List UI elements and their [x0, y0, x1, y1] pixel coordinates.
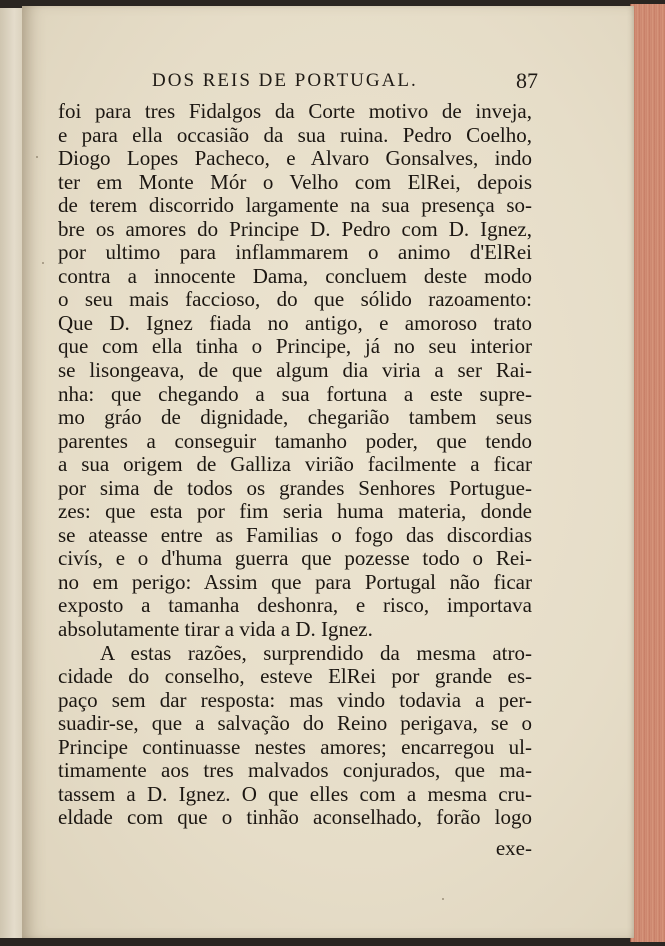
- catchword: exe-: [495, 836, 532, 860]
- text-line: tassem a D. Ignez. O que elles com a mesma cru-: [58, 781, 532, 806]
- text-line: parentes a conseguir tamanho poder, que tendo: [58, 428, 532, 453]
- text-line: foi para tres Fidalgos da Corte motivo de inveja,: [58, 99, 532, 123]
- text-line: no em perigo: Assim que para Portugal não ficar: [58, 569, 532, 594]
- text-line: bre os amores do Principe D. Pedro com D. Ignez,: [58, 216, 532, 241]
- paper-speck: [42, 262, 44, 264]
- paragraph-start-line: A estas razões, surprendido da mesma atro-: [100, 640, 532, 665]
- paper-speck: [442, 898, 444, 900]
- text-line: a sua origem de Galliza virião facilmente a ficar: [58, 452, 532, 477]
- body-text: [58, 100, 532, 830]
- text-line: Que D. Ignez fiada no antigo, e amoroso trato: [58, 310, 532, 335]
- running-head: DOS REIS DE PORTUGAL.: [152, 70, 418, 91]
- text-line: zes: que esta por fim seria huma materia, donde: [58, 499, 532, 524]
- text-line: timamente aos tres malvados conjurados, que ma-: [58, 758, 532, 783]
- text-line: civís, e o d'huma guerra que pozesse todo o Rei-: [58, 546, 532, 571]
- text-line: se lisongeava, de que algum dia viria a ser Rai-: [58, 358, 532, 383]
- text-line: ter em Monte Mór o Velho com ElRei, depois: [58, 169, 532, 194]
- text-line: paço sem dar resposta: mas vindo todavia a per-: [58, 687, 532, 712]
- text-line: contra a innocente Dama, concluem deste modo: [58, 263, 532, 288]
- page-header: [152, 70, 572, 100]
- page-number: 87: [516, 68, 538, 93]
- paragraph-end-line: absolutamente tirar a vida a D. Ignez.: [58, 617, 373, 642]
- page-fore-edge: [630, 4, 665, 942]
- text-line: exposto a tamanha deshonra, e risco, importava: [58, 593, 532, 618]
- text-line: eldade com que o tinhão aconselhado, forão logo: [58, 805, 532, 830]
- text-line: por sima de todos os grandes Senhores Portugue-: [58, 475, 532, 500]
- text-line: nha: que chegando a sua fortuna a este supre-: [58, 381, 532, 406]
- text-line: suadir-se, que a salvação do Reino perigava, se o: [58, 711, 532, 736]
- text-line: que com ella tinha o Principe, já no seu interior: [58, 334, 532, 359]
- paper-speck: [36, 156, 38, 158]
- text-line: por ultimo para inflammarem o animo d'ElRei: [58, 240, 532, 265]
- text-line: se ateasse entre as Familias o fogo das discordias: [58, 522, 532, 547]
- text-line: e para ella occasião da sua ruina. Pedro Coelho,: [58, 122, 532, 147]
- book-page: [22, 6, 634, 938]
- text-line: cidade do conselho, esteve ElRei por grande es-: [58, 664, 532, 689]
- text-line: Principe continuasse nestes amores; encarregou ul-: [58, 734, 532, 759]
- text-line: o seu mais faccioso, do que sólido razoamento:: [58, 287, 532, 312]
- text-line: mo gráo de dignidade, chegarião tambem seus: [58, 405, 532, 430]
- text-line: de terem discorrido largamente na sua presença so-: [58, 193, 532, 218]
- text-line: Diogo Lopes Pacheco, e Alvaro Gonsalves, indo: [58, 146, 532, 171]
